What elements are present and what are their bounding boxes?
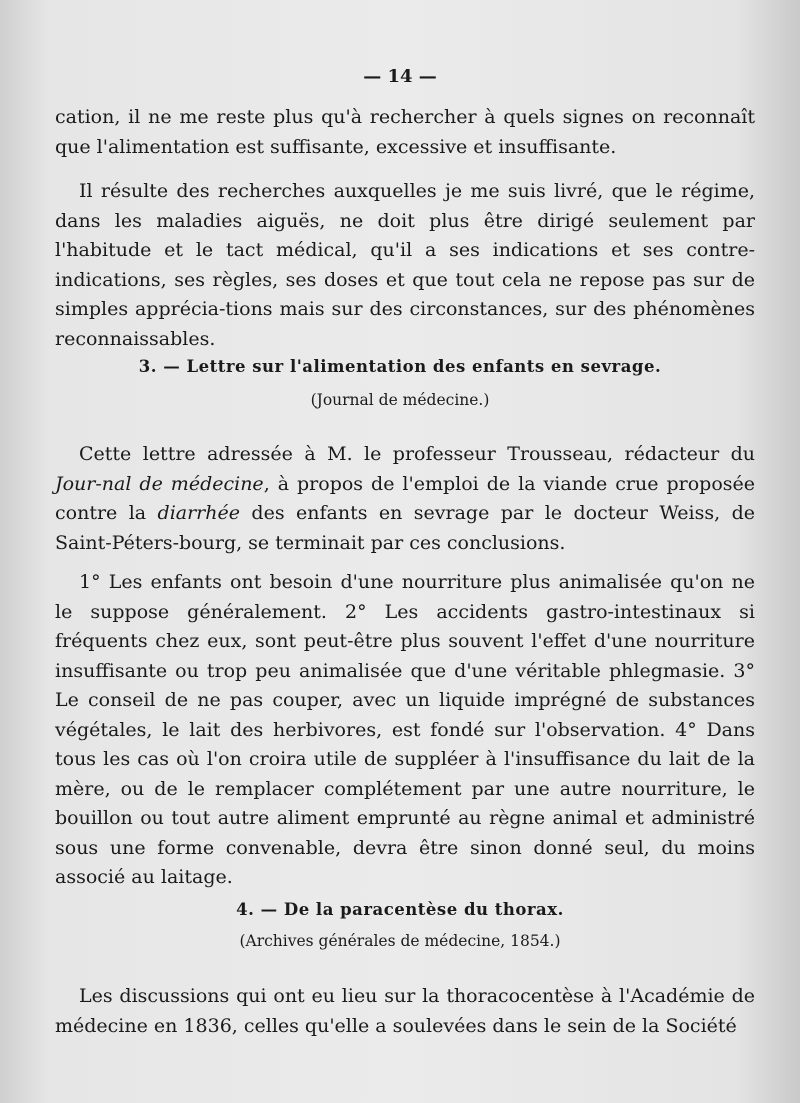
- text-run: des enfants en sevrage par le docteur Weiss, de Saint-Péters-bourg, se terminait par ces conclusions.: [55, 502, 755, 554]
- section-4-source: (Archives générales de médecine, 1854.): [239, 932, 561, 950]
- text-run: , à propos de l'emploi de la viande crue proposée contre la: [55, 472, 755, 524]
- paragraph-regime: Il résulte des recherches auxquelles je me suis livré, que le régime, dans les maladies aiguës, ne doit plus être dirigé seulement par l'habitude et le tact médical, qu'il a ses indications et ses contre-indications, ses règles, ses doses et que tout cela ne repose pas sur de simples apprécia-tions mais sur des circonstances, sur des phénomènes reconnaissables.: [55, 180, 755, 350]
- diarrhee-term: diarrhée: [157, 502, 240, 524]
- section-3-title: 3. — Lettre sur l'alimentation des enfants en sevrage.: [138, 357, 662, 376]
- journal-title: Jour-nal de médecine: [55, 472, 264, 495]
- section-3-source: (Journal de médecine.): [310, 391, 490, 409]
- paragraph-continuation: cation, il ne me reste plus qu'à rechercher à quels signes on reconnaît que l'alimentation est suffisante, excessive et insuffisante.: [55, 106, 755, 158]
- section-4-title: 4. — De la paracentèse du thorax.: [236, 900, 564, 919]
- paragraph-lettre: [55, 440, 755, 558]
- paragraph-conclusions: 1° Les enfants ont besoin d'une nourriture plus animalisée qu'on ne le suppose généralement. 2° Les accidents gastro-intestinaux si fréquents chez eux, sont peut-être plus souvent l'effet d'une nourriture insuffisante ou trop peu animalisée que d'une véritable phlegmasie. 3° Le conseil de ne pas couper, avec un liquide imprégné de substances végétales, le lait des herbivores, est fondé sur l'observation. 4° Dans tous les cas où l'on croira utile de suppléer à l'insuffisance du lait de la mère, ou de le remplacer complétement par une autre nourriture, le bouillon ou tout autre aliment emprunté au règne animal et administré sous une forme convenable, devra être sinon donné seul, du moins associé au laitage.: [55, 571, 755, 888]
- text-run: Cette lettre adressée à M. le professeur Trousseau, rédacteur du: [79, 443, 755, 465]
- page-number: — 14 —: [363, 66, 437, 87]
- paragraph-discussions: Les discussions qui ont eu lieu sur la thoracocentèse à l'Académie de médecine en 1836, celles qu'elle a soulevées dans le sein de la Société: [55, 985, 755, 1037]
